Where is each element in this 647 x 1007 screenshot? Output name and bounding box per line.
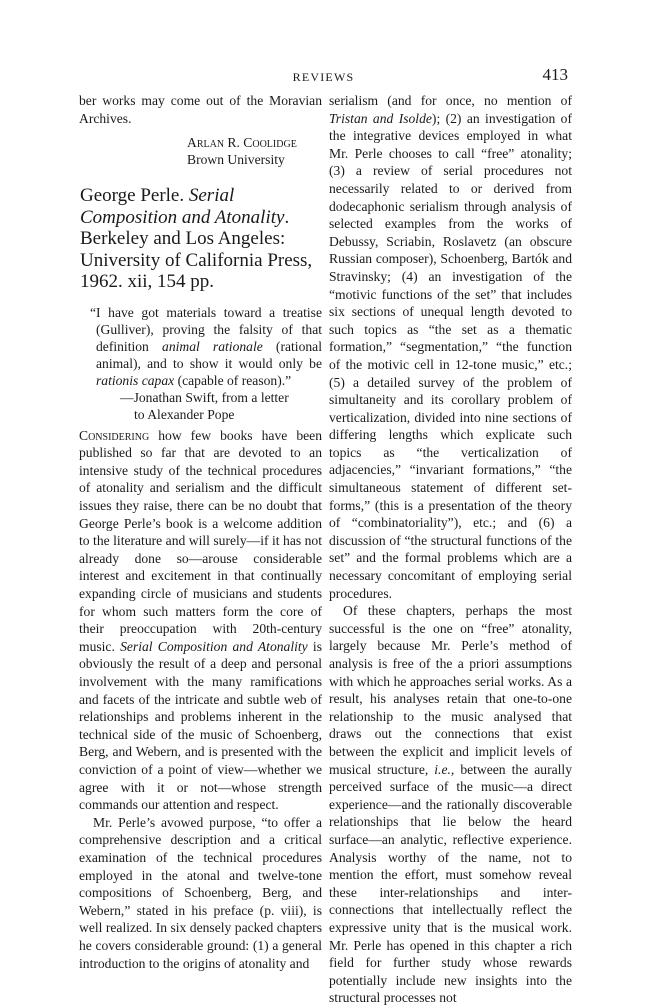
paragraph-continued: ber works may come out of the Moravian Archives. <box>79 93 322 126</box>
reviewer-name: Arlan R. Coolidge <box>187 135 297 151</box>
ie-abbrev: i.e., <box>434 761 455 777</box>
book-imprint: . Berkeley and Los Angeles: University of California Press, 1962. xii, 154 pp. <box>80 206 313 293</box>
epigraph-latin-1: animal rationale <box>162 338 263 354</box>
right-column <box>329 92 572 1007</box>
epigraph-latin-2: rationis capax <box>96 372 175 388</box>
epigraph-quote <box>90 304 322 389</box>
epigraph-text: “I have got materials toward a treatise (Gulliver), proving the falsity of that definition <box>90 304 322 354</box>
paragraph-text: how few books have been published so far that are devoted to an intensive study of the technical procedures of atonality and serialism and the difficult issues they raise, there can be no doubt that George Perle’s book is a welcome addition to the literature and will surely—if it has not already done so—arouse considerable interest and excitement in that continually expanding circle of musicians and students for whom such matters form the core of their preoccupation with 20th-century music. <box>79 427 322 654</box>
book-title: Serial Composition and Atonality <box>80 185 285 228</box>
paragraph-text: ); (2) an investigation of the integrative devices employed in what Mr. Perle chooses to call “free” atonality; (3) a review of serial procedures not necessarily related to or derived from dodecaphonic serialism through analysis of selected examples from the works of Debussy, Scriabin, Roslavetz (an obscure Russian composer), Schoenberg, Bartók and Stravinsky; (4) an investigation of the “motivic functions of the set” that includes six sections of unequal length devoted to such topics as “the set as a thematic formation,” “segmentation,” “the function of the motivic cell in 12-tone music,” etc.; (5) a detailed survey of the problem of simultaneity and its corollary problem of verticalization, divided into nine sections of differing lengths which explicate such topics as “the verticalization of adjacencies,” “invariant formations,” “the simultaneous statement of different set-forms,” (this is a presentation of the theory of “combinatoriality”), etc.; and (6) a discussion of “the structural functions of the set” and the formal problems which are a necessary concomitant of employing serial procedures. <box>329 110 572 601</box>
paragraph-text: is obviously the result of a deep and personal involvement with the many ramifications and facets of the intricate and subtle web of relationships and problems inherent in the technical side of the music of Schoenberg, Berg, and Webern, and is presented with the conviction of a point of view—whether we agree with it or not—whose strength commands our attention and respect. <box>79 638 322 813</box>
book-title-inline: Serial Composition and Atonality <box>120 638 308 654</box>
opera-title-inline: Tristan and Isolde <box>329 110 432 126</box>
paragraph-text: between the aurally perceived surface of the music—a direct experience—and the rationally discoverable relationships that lie below the heard surface—an analytic, reflective experience. Analysis worthy of the name, not to mention the effort, must somehow reveal these inter-relationships and inter-connections that intellectually reflect the expressive unity that is the musical work. Mr. Perle has opened in this chapter a rich field for further study whose rewards potentially include new insights into the structural processes not <box>329 761 572 1006</box>
page-number: 413 <box>542 65 568 84</box>
epigraph-text: (capable of reason).” <box>174 372 292 388</box>
epigraph <box>79 304 322 423</box>
epigraph-attribution-cont: to Alexander Pope <box>134 406 235 422</box>
body-paragraph: Mr. Perle’s avowed purpose, “to offer a comprehensive description and a critical examination of the technical procedures employed in the atonal and twelve-tone compositions of Schoenberg, Berg, and Webern,” stated in his preface (p. viii), is well realized. In six densely packed chapters he covers considerable ground: (1) a general introduction to the origins of atonality and <box>79 814 322 971</box>
body-paragraph <box>329 602 572 1007</box>
epigraph-text: (rational animal), and to show it would only be <box>96 338 322 371</box>
book-author: George Perle. <box>80 185 185 207</box>
epigraph-attribution: —Jonathan Swift, from a letter <box>120 389 289 405</box>
paragraph-text: serialism (and for once, no mention of <box>329 93 572 108</box>
paragraph-text: Of these chapters, perhaps the most successful is the one on “free” atonality, largely because Mr. Perle’s method of analysis is free of the a priori assumptions with which he approaches serial works. As a result, his analyses retain that one-to-one relationship to the music analysed that draws out the connections that exist between the explicit and implicit levels of musical structure, <box>329 603 572 777</box>
reviewer-signature <box>79 134 322 168</box>
running-title: REVIEWS <box>292 70 355 84</box>
running-head <box>0 66 647 86</box>
reviewer-affiliation: Brown University <box>187 152 285 168</box>
left-column <box>79 92 322 972</box>
body-paragraph <box>329 92 572 602</box>
lead-word: Considering <box>79 427 150 443</box>
book-citation <box>79 185 322 293</box>
body-paragraph <box>79 427 322 814</box>
